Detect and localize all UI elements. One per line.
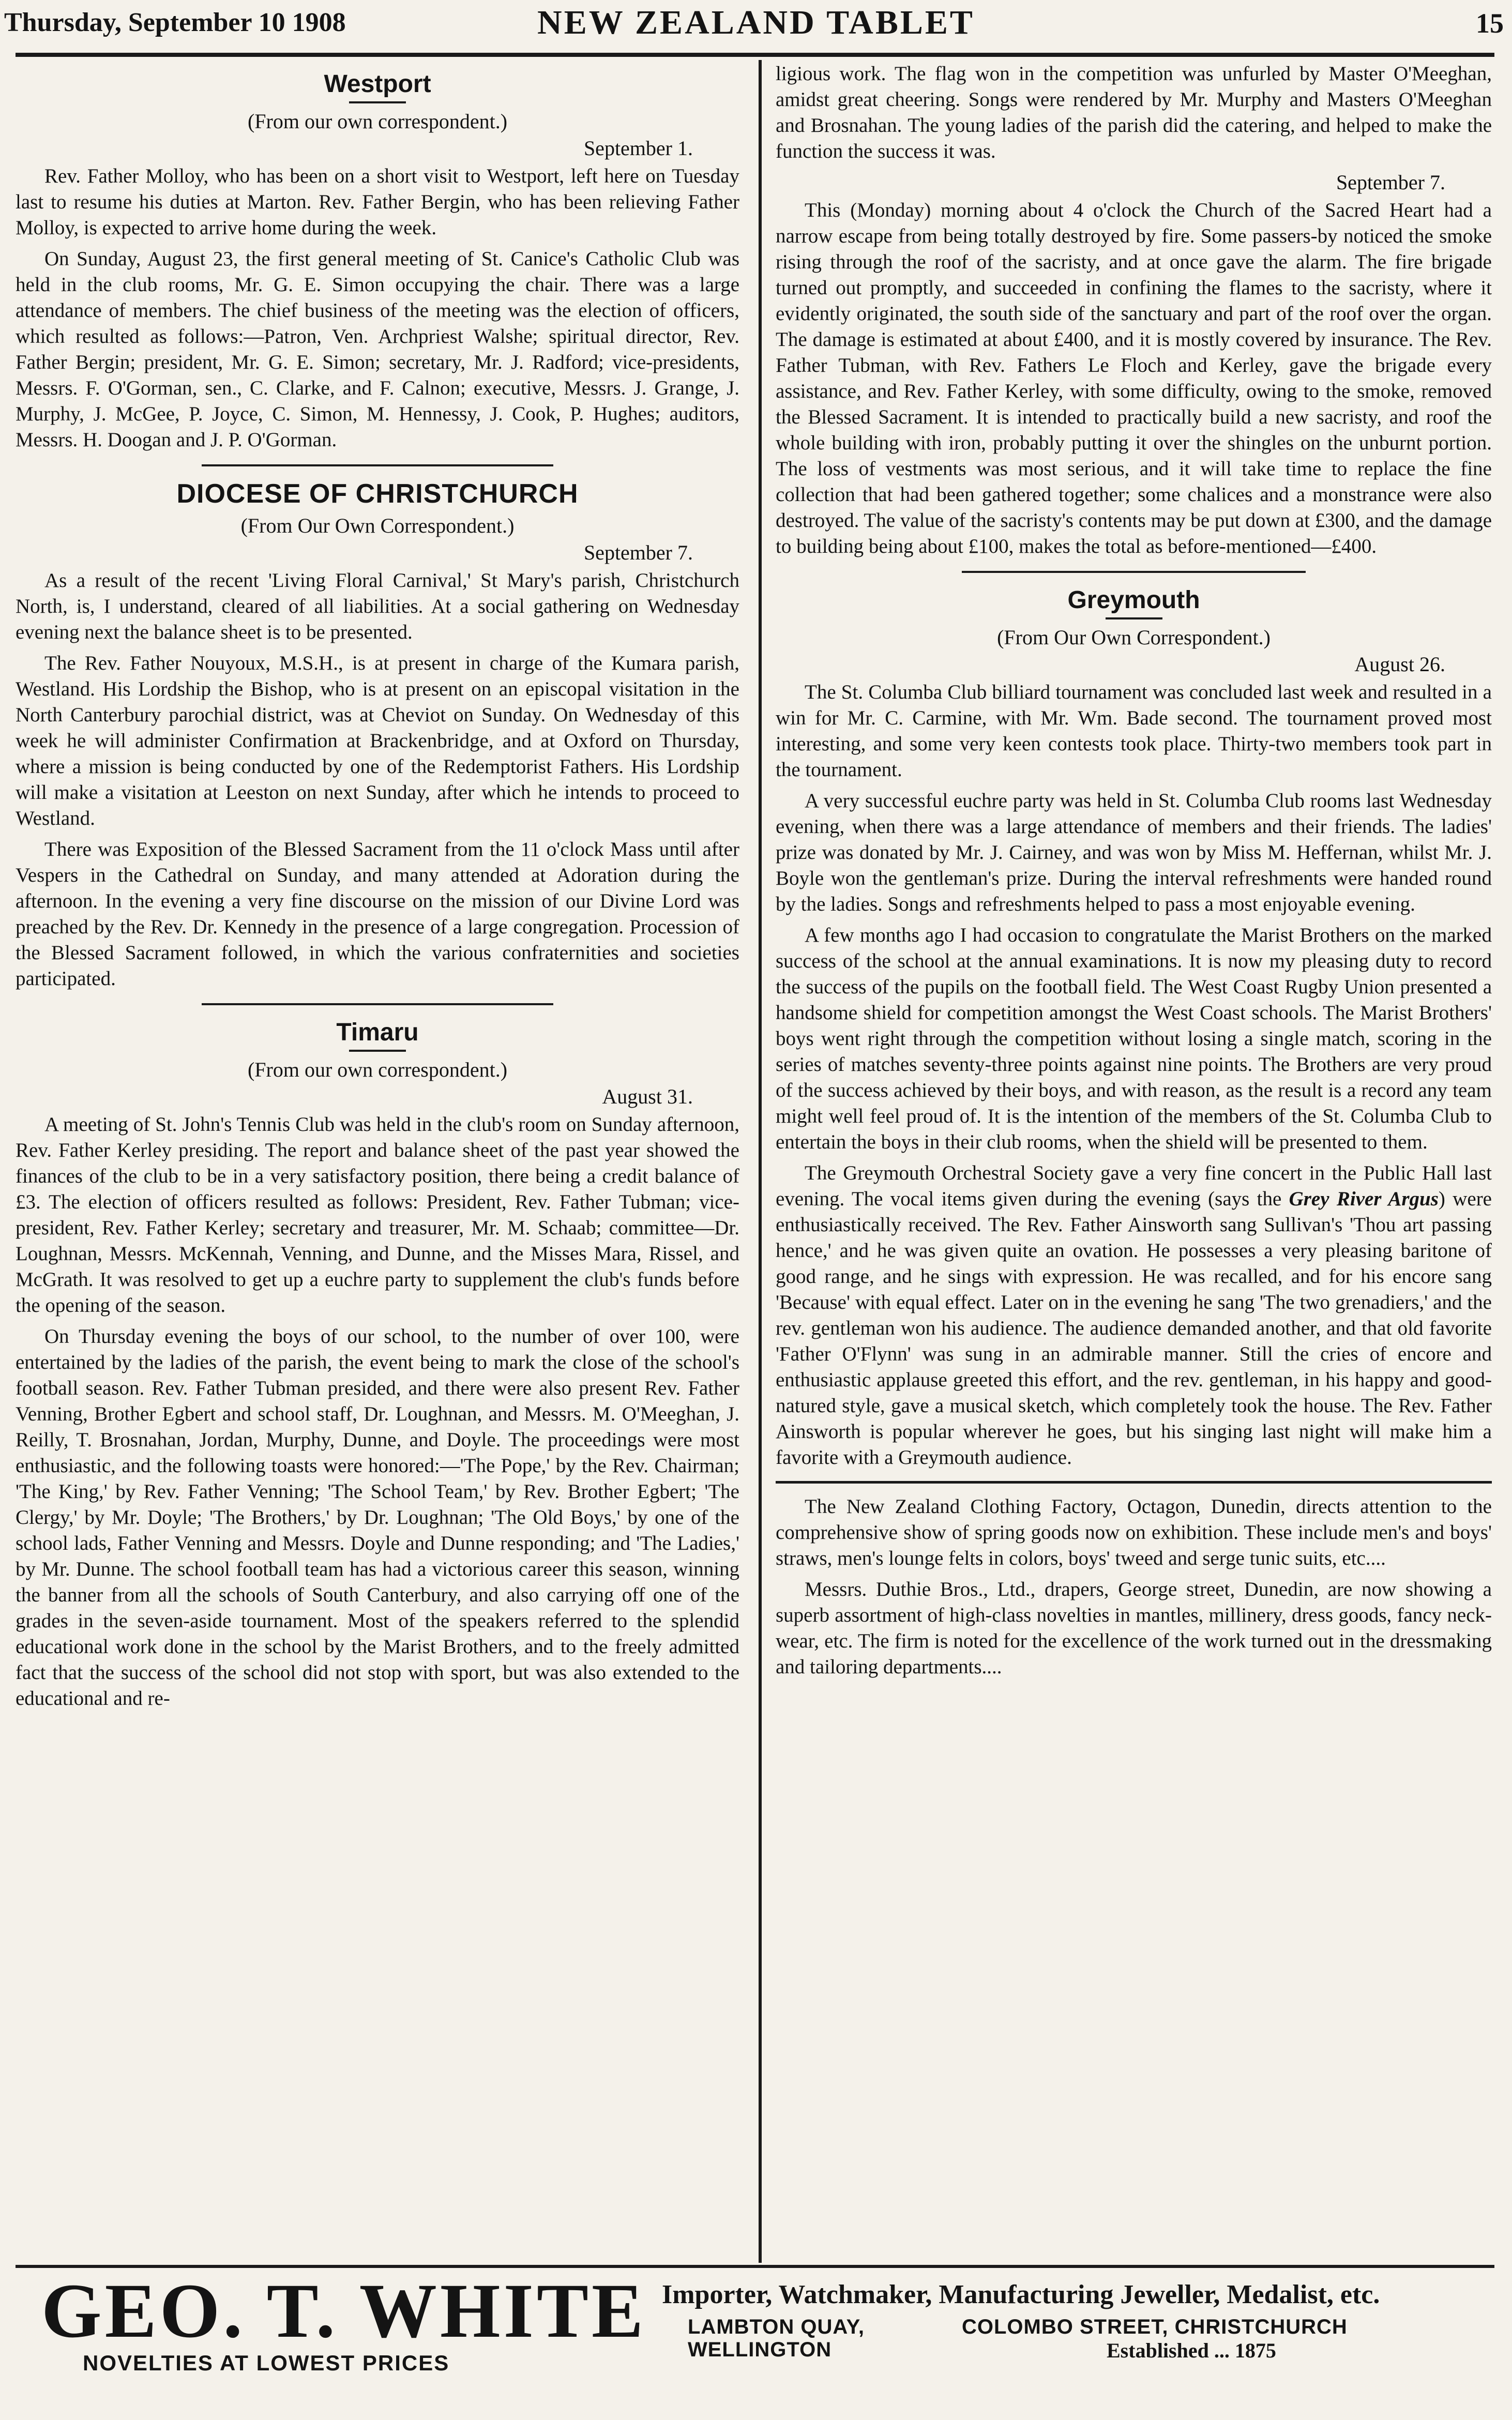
- westport-paragraph: Rev. Father Molloy, who has been on a short visit to Westport, left here on Tuesday last to resume his duties at Marton. Rev. Father Bergin, who has been relieving Father Molloy, is expected to arrive home during the week.: [16, 165, 739, 239]
- notice-paragraph: Messrs. Duthie Bros., Ltd., drapers, George street, Dunedin, are now showing a superb assortment of high-class novelties in mantles, millinery, dress goods, fancy neck-wear, etc. The firm is noted for the excellence of the work turned out in the dressmaking and tailoring departments....: [776, 1578, 1492, 1678]
- christchurch-paragraph: There was Exposition of the Blessed Sacrament from the 11 o'clock Mass until after Vespers in the Cathedral on Sunday, and many attended at Adoration during the afternoon. In the evening a very fine discourse on the mission of our Divine Lord was preached by the Rev. Dr. Kennedy in the presence of a large congregation. Procession of the Blessed Sacrament followed, in which the various confraternities and societies participated.: [16, 838, 739, 990]
- timaru-paragraph: A meeting of St. John's Tennis Club was held in the club's room on Sunday afternoon, Rev. Father Kerley presiding. The report and balance sheet of the past year showed the finances of the club to be in a very satisfactory position, there being a credit balance of £3. The election of officers resulted as follows: President, Rev. Father Tubman; vice-president, Rev. Father Kerley; secretary and treasurer, Mr. M. Schaab; committee—Dr. Loughnan, Messrs. McKennah, Venning, and Dunne, and the Misses Mara, Rissel, and McGrath. It was resolved to get up a euchre party to supplement the club's funds before the opening of the season.: [16, 1113, 739, 1317]
- advert-tagline: NOVELTIES AT LOWEST PRICES: [83, 2351, 450, 2375]
- notice-paragraph: The New Zealand Clothing Factory, Octagon, Dunedin, directs attention to the comprehensive show of spring goods now on exhibition. These include men's and boys' straws, men's lounge felts in colors, boys' tweed and serge tunic suits, etc....: [776, 1495, 1492, 1569]
- timaru-title: Timaru: [336, 1019, 419, 1046]
- timaru-paragraph: On Thursday evening the boys of our school, to the number of over 100, were entertained by the ladies of the parish, the event being to mark the close of the school's football season. Rev. Father Tubman presided, and there were also present Rev. Father Venning, Brother Egbert and school staff, Dr. Loughnan, and Messrs. M. O'Meeghan, J. Reilly, T. Brosnahan, Jordan, Murphy, Dunne, and Doyle. The proceedings were most enthusiastic, and the following toasts were honored:—'The Pope,' by the Rev. Chairman; 'The King,' by Rev. Father Venning; 'The School Team,' by Rev. Brother Egbert; 'The Clergy,' by Mr. Doyle; 'The Brothers,' by Dr. Loughnan; 'The Old Boys,' by one of the school lads, Father Venning and Messrs. Doyle and Dunne responding; and 'The Ladies,' by Mr. Dunne. The school football team has had a victorious career this season, winning the banner from all the schools of South Canterbury, and also carrying off one of the grades in the seven-aside tournament. Most of the speakers referred to the splendid educational work done in the school by the Marist Brothers, and to the freely admitted fact that the success of the school did not stop with sport, but was also extended to the educational and re-: [16, 1325, 739, 1710]
- right-column: [776, 61, 1492, 2259]
- issue-date: Thursday, September 10 1908: [4, 8, 346, 37]
- title-rule: [1106, 617, 1162, 619]
- title-rule: [349, 1050, 406, 1052]
- newspaper-name: Grey River Argus: [1289, 1188, 1439, 1210]
- christchurch-title: DIOCESE OF CHRISTCHURCH: [176, 479, 579, 509]
- left-column: [16, 61, 739, 2259]
- page-number: 15: [1476, 8, 1504, 39]
- advertisement: [0, 2270, 1512, 2420]
- greymouth-paragraph: The St. Columba Club billiard tournament was concluded last week and resulted in a win for Mr. C. Carmine, with Mr. Wm. Bade second. The tournament proved most interesting, and some very keen contests took place. Thirty-two members took part in the tournament.: [776, 681, 1492, 781]
- page-header: [0, 0, 1512, 50]
- westport-date: September 1.: [583, 137, 693, 160]
- greymouth-paragraph: A few months ago I had occasion to congratulate the Marist Brothers on the marked success of the school at the annual examinations. It is now my pleasing duty to record the success of the pupils on the football field. The West Coast Rugby Union presented a handsome shield for competition amongst the West Coast schools. The Marist Brothers' boys went right through the competition without losing a single match, scoring in the series of matches seventy-three points against nine points. The Brothers are very proud of the success achieved by their boys, and with reason, as the result is a record any team might well feel proud of. It is the intention of the members of the St. Columba Club to entertain the boys in their club rooms, when the shield will be presented to them.: [776, 924, 1492, 1153]
- christchurch-paragraph: As a result of the recent 'Living Floral Carnival,' St Mary's parish, Christchurch North, is, I understand, cleared of all liabilities. At a social gathering on Wednesday evening next the balance sheet is to be presented.: [16, 569, 739, 643]
- masthead-title: NEW ZEALAND TABLET: [537, 4, 975, 41]
- greymouth-byline: (From Our Own Correspondent.): [997, 626, 1271, 649]
- concert-text-b: ) were enthusiastically received. The Rev. Father Ainsworth sang Sullivan's 'Thou art passing hence,' and he was given quite an ovation. He possesses a very pleasing baritone of good range, and he sings with expression. He was recalled, and for his encore sang 'Because' with equal effect. Later on in the evening he sang 'The two grenadiers,' and the rev. gentleman won his audience. The audience demanded another, and that old favorite 'Father O'Flynn' was sung in an admirable manner. Still the cries of encore and enthusiastic applause greeted this effort, and the rev. gentleman, in his happy and good-natured style, gave a musical sketch, which completely took the house. The Rev. Father Ainsworth is popular wherever he goes, but his singing last night will make him a favorite with a Greymouth audience.: [776, 1188, 1492, 1469]
- westport-byline: (From our own correspondent.): [247, 110, 508, 133]
- section-separator: [962, 571, 1306, 573]
- advert-trades: Importer, Watchmaker, Manufacturing Jeweller, Medalist, etc.: [662, 2280, 1380, 2309]
- section-separator: [202, 1003, 553, 1005]
- greymouth-concert-paragraph: [776, 1160, 1492, 1471]
- advert-name: GEO. T. WHITE: [41, 2268, 647, 2354]
- timaru-continued-paragraph: ligious work. The flag won in the competition was unfurled by Master O'Meeghan, amidst great cheering. Songs were rendered by Mr. Murphy and Masters O'Meeghan and Brosnahan. The young ladies of the parish did the catering, and helped to make the function the success it was.: [776, 63, 1492, 162]
- greymouth-paragraph: A very successful euchre party was held in St. Columba Club rooms last Wednesday evening, when there was a large attendance of members and their friends. The ladies' prize was donated by Mr. J. Cairney, and was won by Miss M. Heffernan, whilst Mr. J. Boyle won the gentleman's prize. During the interval refreshments were handed round by the ladies. Songs and refreshments helped to pass a most enjoyable evening.: [776, 790, 1492, 915]
- timaru-second-date: September 7.: [1336, 171, 1445, 194]
- greymouth-date: August 26.: [1354, 653, 1445, 676]
- timaru-fire-paragraph: This (Monday) morning about 4 o'clock the Church of the Sacred Heart had a narrow escape from being totally destroyed by fire. Some passers-by noticed the smoke rising through the roof of the sacristy, and at once gave the alarm. The fire brigade turned out promptly, and succeeded in confining the flames to the sacristy, where it evidently originated, the south side of the sanctuary and part of the roof over the organ. The damage is estimated at about £400, and it is mostly covered by insurance. The Rev. Father Tubman, with Rev. Fathers Le Floch and Kerley, gave the brigade every assistance, and Rev. Father Kerley, with some difficulty, owing to the smoke, removed the Blessed Sacrament. It is intended to practically build a new sacristy, and roof the whole building with iron, probably putting it over the shingles on the unburnt portion. The loss of vestments was most serious, and it will take time to replace the fine collection that had been gathered together; some chalices and a monstrance were also destroyed. The value of the sacristy's contents may be put down at £300, and the damage to building being about £100, makes the total as before-mentioned—£400.: [776, 199, 1492, 557]
- christchurch-paragraph: The Rev. Father Nouyoux, M.S.H., is at present in charge of the Kumara parish, Westland. His Lordship the Bishop, who is at present on an episcopal visitation in the North Canterbury parochial district, was at Cheviot on Sunday. On Wednesday of this week he will administer Confirmation at Brackenbridge, and at Oxford on Thursday, where a mission is being conducted by one of the Redemptorist Fathers. His Lordship will make a visitation at Leeston on next Sunday, after which he intends to proceed to Westland.: [16, 652, 739, 829]
- title-rule: [349, 101, 406, 103]
- westport-paragraph: On Sunday, August 23, the first general meeting of St. Canice's Catholic Club was held in the club rooms, Mr. G. E. Simon occupying the chair. There was a large attendance of members. The chief business of the meeting was the election of officers, which resulted as follows:—Patron, Ven. Archpriest Walshe; spiritual director, Rev. Father Bergin; president, Mr. G. E. Simon; secretary, Mr. J. Radford; vice-presidents, Messrs. F. O'Gorman, sen., C. Clarke, and F. Calnon; executive, Messrs. J. Grange, J. Murphy, J. McGee, P. Joyce, C. Simon, M. Hennessy, J. Cook, P. Hughes; auditors, Messrs. H. Doogan and J. P. O'Gorman.: [16, 248, 739, 451]
- christchurch-date: September 7.: [583, 541, 693, 564]
- advert-address-2: COLOMBO STREET, CHRISTCHURCH: [962, 2316, 1348, 2338]
- timaru-date: August 31.: [602, 1085, 693, 1108]
- advert-established: Established ... 1875: [1107, 2339, 1276, 2362]
- greymouth-title: Greymouth: [1067, 586, 1200, 614]
- section-separator: [202, 464, 553, 466]
- westport-title: Westport: [324, 70, 431, 98]
- timaru-byline: (From our own correspondent.): [247, 1058, 508, 1081]
- concert-text-a: The Greymouth Orchestral Society gave a very fine concert in the Public Hall last evening. The vocal items given during the evening (says the: [776, 1162, 1492, 1210]
- advert-address-1: LAMBTON QUAY,: [688, 2316, 865, 2338]
- header-rule: [16, 53, 1494, 57]
- column-divider: [759, 60, 762, 2263]
- notices-separator: [776, 1481, 1492, 1484]
- christchurch-byline: (From Our Own Correspondent.): [240, 514, 515, 537]
- advert-address-1-city: WELLINGTON: [688, 2338, 832, 2361]
